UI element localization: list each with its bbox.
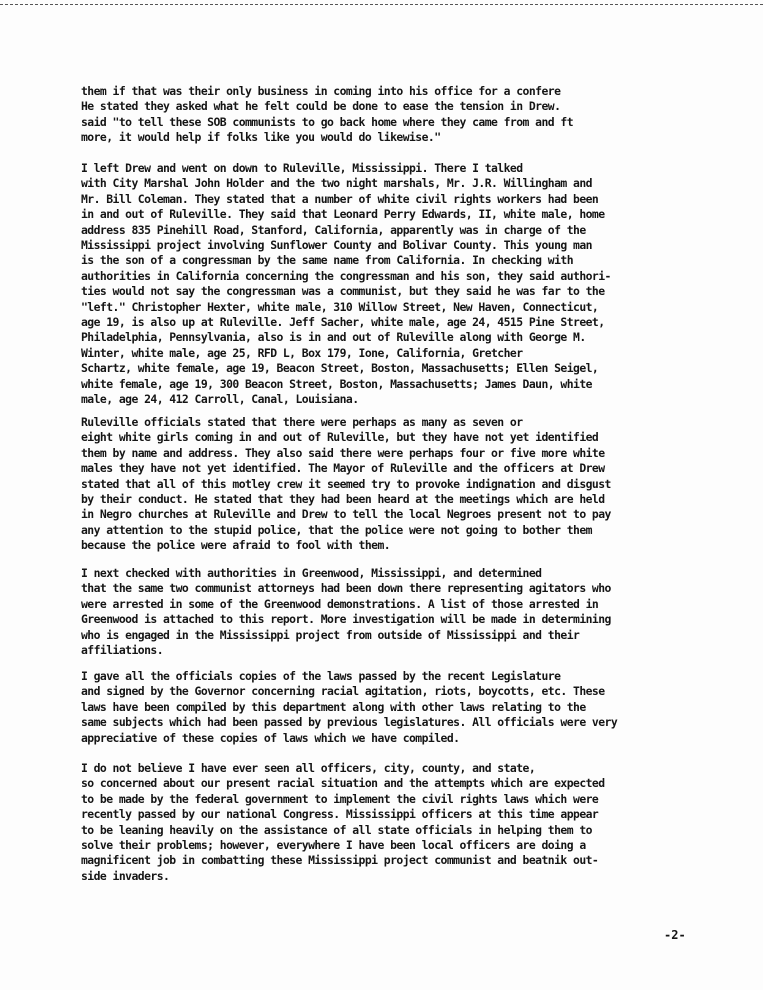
paragraph-5: I gave all the officials copies of the laws passed by the recent Legislature and signed by the Governor concerning racial agitation, riots, boycotts, etc. These laws have been compiled by this department along with other laws relating to the same subjects which had been passed by previous legislatures. All officials were very appreciative of these copies of laws which we have compiled. bbox=[81, 669, 618, 745]
top-border-rule bbox=[0, 4, 763, 5]
paragraph-4: I next checked with authorities in Greenwood, Mississippi, and determined that the same two communist attorneys had been down there representing agitators who were arrested in some of the Greenwood demonstrations. A list of those arrested in Greenwood is attached to this report. More investigation will be made in determining who is engaged in the Mississippi project from outside of Mississippi and their affiliations. bbox=[81, 566, 611, 658]
paragraph-2: I left Drew and went on down to Ruleville, Mississippi. There I talked with City Marshal John Holder and the two night marshals, Mr. J.R. Willingham and Mr. Bill Coleman. They stated that a number of white civil rights workers had been in and out of Ruleville. They said that Leonard Perry Edwards, II, white male, home address 835 Pinehill Road, Stanford, California, apparently was in charge of the Mississippi project involving Sunflower County and Bolivar County. This young man is the son of a congressman by the same name from California. In checking with authorities in California concerning the congressman and his son, they said authori- ties would not say the congressman was a communist, but they said he was far to the "left." Christopher Hexter, white male, 310 Willow Street, New Haven, Connecticut, age 19, is also up at Ruleville. Jeff Sacher, white male, age 24, 4515 Pine Street, Philadelphia, Pennsylvania, also is in and out of Ruleville along with George M. Winter, white male, age 25, RFD L, Box 179, Ione, California, Gretcher Schartz, white female, age 19, Beacon Street, Boston, Massachusetts; Ellen Seigel, white female, age 19, 300 Beacon Street, Boston, Massachusetts; James Daun, white male, age 24, 412 Carroll, Canal, Louisiana. bbox=[81, 161, 611, 407]
paragraph-3: Ruleville officials stated that there were perhaps as many as seven or eight white girls coming in and out of Ruleville, but they have not yet identified them by name and address. They also said there were perhaps four or five more white males they have not yet identified. The Mayor of Ruleville and the officers at Drew stated that all of this motley crew it seemed try to provoke indignation and disgust by their conduct. He stated that they had been heard at the meetings which are held in Negro churches at Ruleville and Drew to tell the local Negroes present not to pay any attention to the stupid police, that the police were not going to bother them because the police were afraid to fool with them. bbox=[81, 415, 611, 553]
paragraph-1: them if that was their only business in coming into his office for a confere He stated they asked what he felt could be done to ease the tension in Drew. said "to tell these SOB communists to go back home where they came from and ft more, it would help if folks like you would do likewise." bbox=[81, 84, 574, 145]
page-number: -2- bbox=[664, 928, 686, 942]
paragraph-6: I do not believe I have ever seen all officers, city, county, and state, so concerned about our present racial situation and the attempts which are expected to be made by the federal government to implement the civil rights laws which were recently passed by our national Congress. Mississippi officers at this time appear to be leaning heavily on the assistance of all state officials in helping them to solve their problems; however, everywhere I have been local officers are doing a magnificent job in combatting these Mississippi project communist and beatnik out- side invaders. bbox=[81, 761, 605, 883]
